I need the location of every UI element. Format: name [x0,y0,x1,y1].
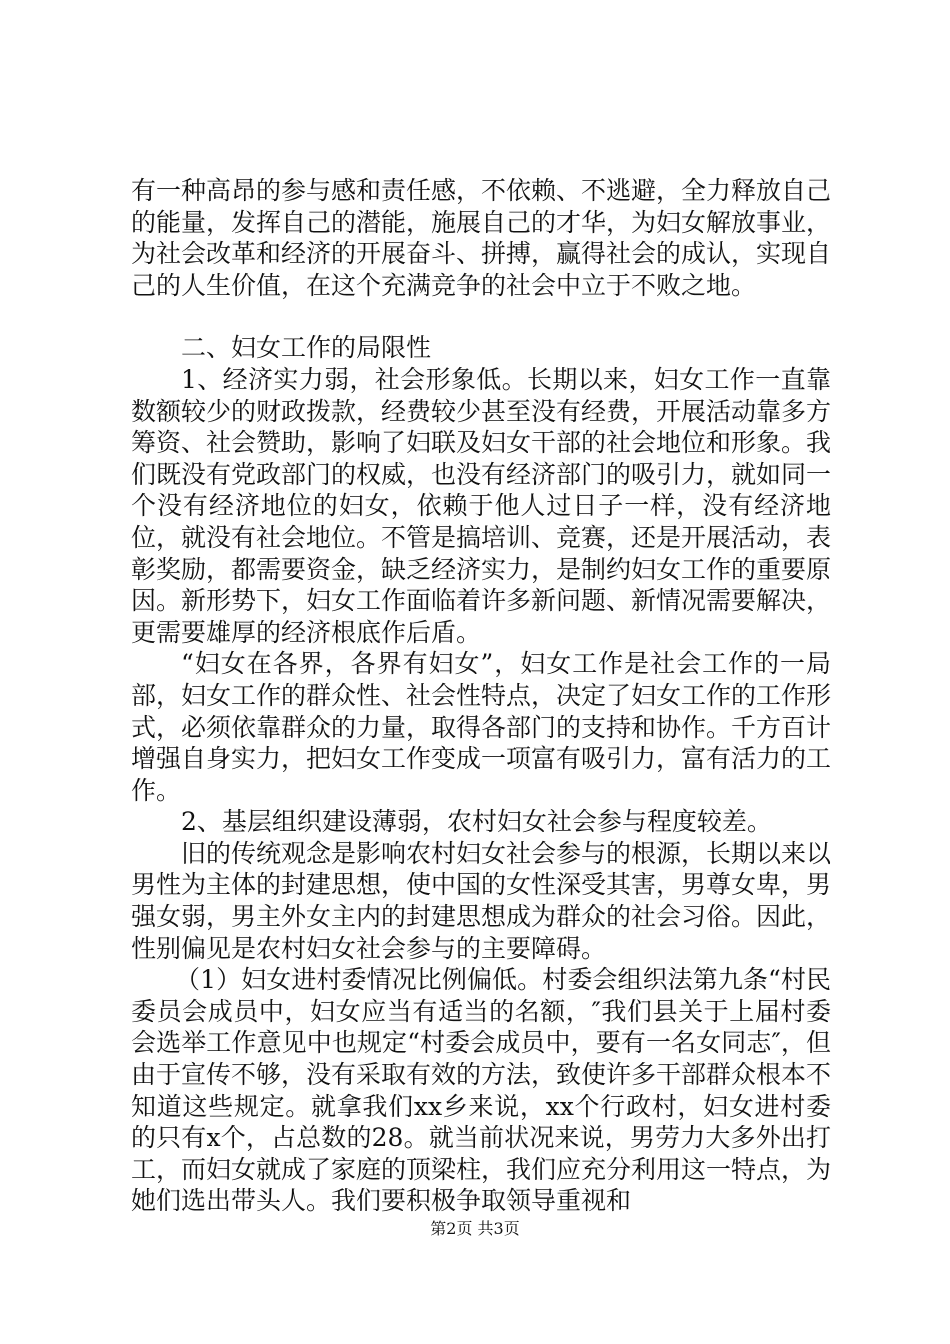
section-heading: 二、妇女工作的局限性 [181,333,432,363]
paragraph-economic-strength: 1、经济实力弱，社会形象低。长期以来，妇女工作一直靠数额较少的财政拨款，经费较少甚至没有经费，开展活动靠多方筹资、社会赞助，影响了妇联及妇女干部的社会地位和形象。我们既没有党政部门的权威，也没有经济部门的吸引力，就如同一个没有经济地位的妇女，依赖于他人过日子一样，没有经济地位，就没有社会地位。不管是搞培训、竞赛，还是开展活动，表彰奖励，都需要资金，缺乏经济实力，是制约妇女工作的重要原因。新形势下，妇女工作面临着许多新问题、新情况需要解决，更需要雄厚的经济根底作后盾。 [131,364,832,647]
paragraph-women-everywhere: “妇女在各界，各界有妇女”，妇女工作是社会工作的一局部，妇女工作的群众性、社会性特点，决定了妇女工作的工作形式，必须依靠群众的力量，取得各部门的支持和协作。千方百计增强自身实力，把妇女工作变成一项富有吸引力，富有活力的工作。 [131,649,832,805]
page-footer: 第2页 共3页 [430,1219,520,1238]
paragraph-traditional-concepts: 旧的传统观念是影响农村妇女社会参与的根源，长期以来以男性为主体的封建思想，使中国的女性深受其害，男尊女卑，男强女弱，男主外女主内的封建思想成为群众的社会习俗。因此，性别偏见是农村妇女社会参与的主要障碍。 [131,838,832,963]
paragraph-continued: 有一种高昂的参与感和责任感，不依赖、不逃避，全力释放自己的能量，发挥自己的潜能，施展自己的才华，为妇女解放事业，为社会改革和经济的开展奋斗、拼搏，赢得社会的成认，实现自己的人生价值，在这个充满竞争的社会中立于不败之地。 [131,176,832,300]
subheading-grassroots: 2、基层组织建设薄弱，农村妇女社会参与程度较差。 [181,807,772,837]
paragraph-village-committee: （1）妇女进村委情况比例偏低。村委会组织法第九条“村民委员会成员中，妇女应当有适当的名额，″我们县关于上届村委会选举工作意见中也规定“村委会成员中，要有一名女同志″，但由于宣传不够，没有采取有效的方法，致使许多干部群众根本不知道这些规定。就拿我们xx乡来说，xx个行政村，妇女进村委的只有x个，占总数的28。就当前状况来说，男劳力大多外出打工，而妇女就成了家庭的顶梁柱，我们应充分利用这一特点，为她们选出带头人。我们要积极争取领导重视和 [131,965,832,1216]
document-body [131,175,831,1217]
